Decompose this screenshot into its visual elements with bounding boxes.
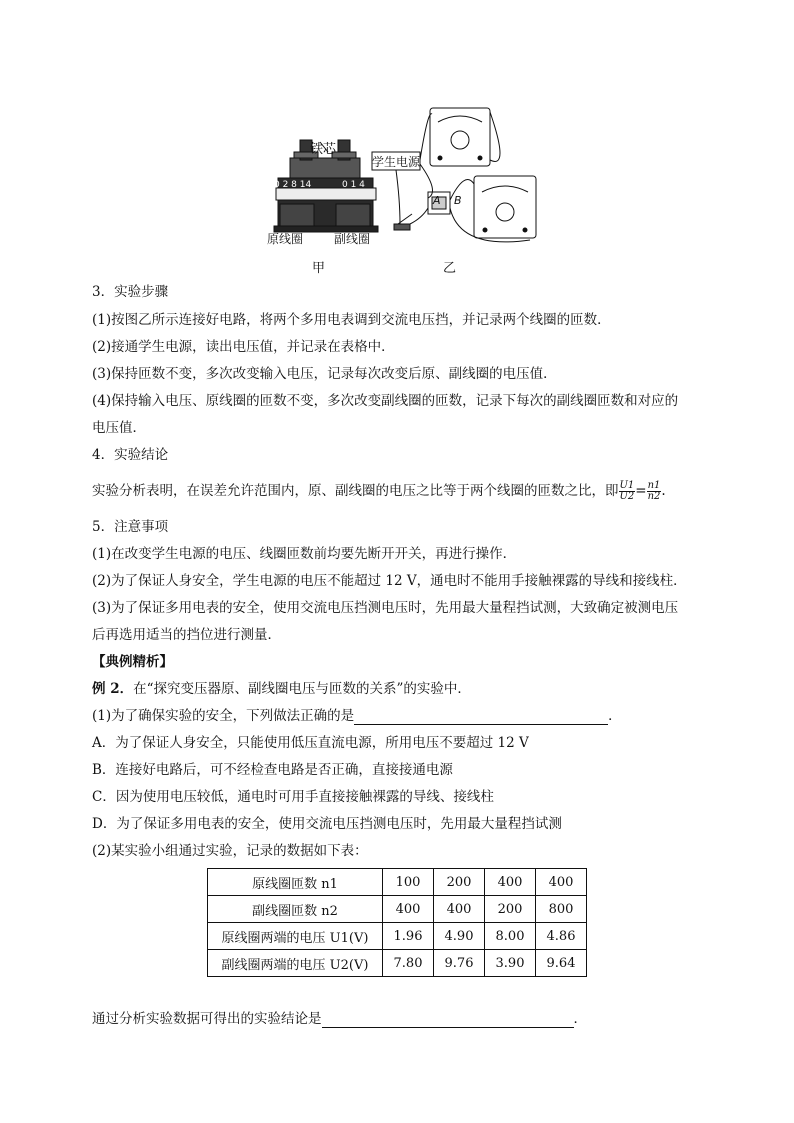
- table-cell: 400: [383, 896, 434, 923]
- section5-heading: 5．注意事项: [92, 519, 169, 535]
- label-b: B: [454, 194, 462, 207]
- section3-step2: (2)接通学生电源，读出电压值，并记录在表格中．: [92, 339, 395, 355]
- table-row: [208, 869, 587, 896]
- table-cell: 200: [434, 869, 485, 896]
- conclusion-text: 通过分析实验数据可得出的实验结论是: [92, 1011, 322, 1027]
- table-cell: 8.00: [485, 923, 536, 950]
- table-cell: 4.90: [434, 923, 485, 950]
- data-table: [207, 868, 587, 977]
- section5-note2: (2)为了保证人身安全，学生电源的电压不能超过 12 V，通电时不能用手接触裸露的导线和接线柱．: [92, 573, 687, 589]
- multimeter-top-icon: [430, 108, 490, 166]
- section3-step4a: (4)保持输入电压、原线圈的匝数不变，多次改变副线圈的匝数，记录下每次的副线圈匝数和对应的: [92, 393, 679, 409]
- table-cell: 9.64: [536, 950, 587, 977]
- example-title: [92, 680, 471, 698]
- label-iron-core: 铁芯: [310, 142, 337, 157]
- label-a: A: [433, 194, 441, 207]
- table-row: [208, 896, 587, 923]
- example-tag: 【典例精析】: [92, 654, 173, 670]
- section3-step3: (3)保持匝数不变，多次改变输入电压，记录每次改变后原、副线圈的电压值．: [92, 366, 557, 382]
- option-c: C．因为使用电压较低，通电时可用手直接接触裸露的导线、接线柱: [92, 789, 494, 805]
- option-b: B．连接好电路后，可不经检查电路是否正确，直接接通电源: [92, 762, 453, 778]
- table-row: [208, 950, 587, 977]
- terminals-right: 0 1 4: [342, 180, 365, 190]
- table-cell: 9.76: [434, 950, 485, 977]
- table-cell: 100: [383, 869, 434, 896]
- table-cell: 7.80: [383, 950, 434, 977]
- table-cell: 400: [434, 896, 485, 923]
- section3-step1: (1)按图乙所示连接好电路，将两个多用电表调到交流电压挡，并记录两个线圈的匝数．: [92, 312, 611, 328]
- section4-heading: 4．实验结论: [92, 447, 169, 463]
- table-cell: 400: [536, 869, 587, 896]
- formula-voltage-ratio: $\frac{U1}{U2}$: [619, 480, 635, 502]
- conclusion-question: [92, 1010, 587, 1028]
- multimeter-bottom-icon: [474, 176, 536, 238]
- table-cell: 200: [485, 896, 536, 923]
- table-cell: 400: [485, 869, 536, 896]
- table-row-label: 副线圈匝数 n2: [208, 896, 383, 923]
- formula-turns-ratio: $\frac{n1}{n2}$: [647, 480, 661, 502]
- table-row-label: 副线圈两端的电压 U2(V): [208, 950, 383, 977]
- section5-note1: (1)在改变学生电源的电压、线圈匝数前均要先断开开关，再进行操作．: [92, 546, 517, 562]
- section3-step4b: 电压值．: [92, 420, 146, 436]
- terminals-left: 0 2 8 14: [274, 180, 312, 190]
- section5-note3a: (3)为了保证多用电表的安全，使用交流电压挡测电压时，先用最大量程挡试测，大致确定被测电压: [92, 600, 679, 616]
- table-row-label: 原线圈匝数 n1: [208, 869, 383, 896]
- table-row-label: 原线圈两端的电压 U1(V): [208, 923, 383, 950]
- question1-answer-blank[interactable]: [354, 710, 608, 725]
- section3-heading: 3．实验步骤: [92, 284, 169, 300]
- label-primary-coil: 原线圈: [267, 232, 304, 246]
- label-secondary-coil: 副线圈: [334, 232, 371, 246]
- question1-end: ．: [608, 708, 622, 724]
- table-cell: 1.96: [383, 923, 434, 950]
- section4-text: [92, 477, 666, 505]
- option-a: A．为了保证人身安全，只能使用低压直流电源，所用电压不要超过 12 V: [92, 735, 529, 751]
- section5-note3b: 后再选用适当的挡位进行测量．: [92, 627, 281, 643]
- table-cell: 3.90: [485, 950, 536, 977]
- section4-body: 实验分析表明，在误差允许范围内，原、副线圈的电压之比等于两个线圈的匝数之比，即: [92, 483, 619, 499]
- formula-equals: =: [635, 483, 647, 499]
- table-row: [208, 923, 587, 950]
- conclusion-end: ．: [573, 1011, 587, 1027]
- question2: (2)某实验小组通过实验，记录的数据如下表：: [92, 843, 368, 859]
- table-cell: 800: [536, 896, 587, 923]
- caption-yi: 乙: [443, 261, 457, 276]
- question1-text: (1)为了确保实验的安全，下列做法正确的是: [92, 708, 355, 724]
- conclusion-answer-blank[interactable]: [322, 1013, 574, 1028]
- formula-end: .: [661, 483, 666, 499]
- example-title-text: 在“探究变压器原、副线圈电压与匝数的关系”的实验中．: [133, 681, 471, 697]
- switch-icon: [394, 214, 412, 230]
- question1: [92, 707, 622, 725]
- table-cell: 4.86: [536, 923, 587, 950]
- caption-jia: 甲: [312, 261, 326, 276]
- example-number: 例 2．: [92, 681, 134, 697]
- option-d: D．为了保证多用电表的安全，使用交流电压挡测电压时，先用最大量程挡试测: [92, 816, 562, 832]
- label-student-power: 学生电源: [372, 155, 421, 169]
- experiment-figure: [260, 100, 560, 276]
